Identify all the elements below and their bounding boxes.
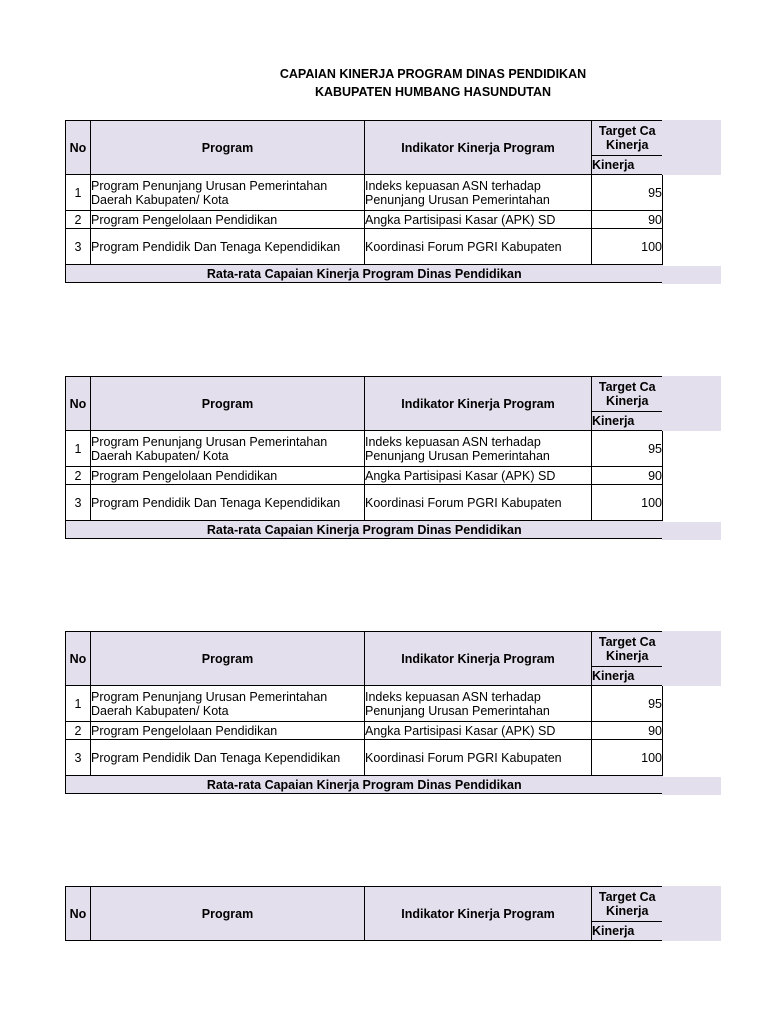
header-kinerja: Kinerja (592, 156, 663, 175)
row-program: Program Pendidik Dan Tenaga Kependidikan (91, 229, 365, 265)
header-indikator: Indikator Kinerja Program (365, 377, 592, 431)
header-indikator: Indikator Kinerja Program (365, 887, 592, 941)
row-target: 90 (592, 211, 663, 229)
row-target: 90 (592, 722, 663, 740)
performance-table-2 (65, 376, 663, 539)
row-program: Program Pengelolaan Pendidikan (91, 211, 365, 229)
header-kinerja: Kinerja (592, 922, 663, 941)
header-kinerja: Kinerja (592, 412, 663, 431)
row-no: 3 (66, 229, 91, 265)
row-program: Program Penunjang Urusan Pemerintahan Daerah Kabupaten/ Kota (91, 686, 365, 722)
page-title: CAPAIAN KINERJA PROGRAM DINAS PENDIDIKAN (279, 67, 587, 81)
row-program: Program Pendidik Dan Tenaga Kependidikan (91, 740, 365, 776)
table (65, 631, 663, 794)
header-program: Program (91, 377, 365, 431)
table (65, 120, 663, 283)
table-row (66, 175, 663, 211)
table (65, 886, 663, 941)
header-target: Target Ca Kinerja (592, 632, 663, 667)
row-indikator: Koordinasi Forum PGRI Kabupaten (365, 740, 592, 776)
row-program: Program Pendidik Dan Tenaga Kependidikan (91, 485, 365, 521)
average-overflow-shade (662, 266, 721, 284)
header-overflow-shade (662, 631, 721, 686)
average-row: Rata-rata Capaian Kinerja Program Dinas Pendidikan (66, 521, 663, 539)
row-program: Program Pengelolaan Pendidikan (91, 467, 365, 485)
performance-table-4 (65, 886, 663, 941)
header-indikator: Indikator Kinerja Program (365, 632, 592, 686)
table-row (66, 211, 663, 229)
row-target: 95 (592, 175, 663, 211)
row-no: 3 (66, 485, 91, 521)
header-target: Target Ca Kinerja (592, 377, 663, 412)
row-indikator: Koordinasi Forum PGRI Kabupaten (365, 485, 592, 521)
header-overflow-shade (662, 376, 721, 431)
row-program: Program Penunjang Urusan Pemerintahan Daerah Kabupaten/ Kota (91, 175, 365, 211)
table-row (66, 467, 663, 485)
table-row (66, 686, 663, 722)
performance-table-1 (65, 120, 663, 283)
row-no: 1 (66, 686, 91, 722)
row-program: Program Penunjang Urusan Pemerintahan Daerah Kabupaten/ Kota (91, 431, 365, 467)
header-indikator: Indikator Kinerja Program (365, 121, 592, 175)
average-overflow-shade (662, 522, 721, 540)
average-overflow-shade (662, 777, 721, 795)
row-target: 90 (592, 467, 663, 485)
row-no: 2 (66, 722, 91, 740)
row-target: 100 (592, 229, 663, 265)
header-target: Target Ca Kinerja (592, 121, 663, 156)
row-no: 2 (66, 211, 91, 229)
row-indikator: Indeks kepuasan ASN terhadap Penunjang Urusan Pemerintahan (365, 686, 592, 722)
table-row (66, 485, 663, 521)
row-target: 95 (592, 686, 663, 722)
header-kinerja: Kinerja (592, 667, 663, 686)
row-indikator: Angka Partisipasi Kasar (APK) SD (365, 467, 592, 485)
table-row (66, 740, 663, 776)
header-overflow-shade (662, 886, 721, 941)
header-no: No (66, 887, 91, 941)
table-row (66, 431, 663, 467)
average-row: Rata-rata Capaian Kinerja Program Dinas Pendidikan (66, 776, 663, 794)
row-program: Program Pengelolaan Pendidikan (91, 722, 365, 740)
row-indikator: Indeks kepuasan ASN terhadap Penunjang Urusan Pemerintahan (365, 175, 592, 211)
row-target: 100 (592, 485, 663, 521)
row-indikator: Koordinasi Forum PGRI Kabupaten (365, 229, 592, 265)
row-indikator: Angka Partisipasi Kasar (APK) SD (365, 211, 592, 229)
row-no: 3 (66, 740, 91, 776)
header-overflow-shade (662, 120, 721, 175)
row-indikator: Angka Partisipasi Kasar (APK) SD (365, 722, 592, 740)
average-row: Rata-rata Capaian Kinerja Program Dinas Pendidikan (66, 265, 663, 283)
header-no: No (66, 632, 91, 686)
row-no: 2 (66, 467, 91, 485)
row-target: 95 (592, 431, 663, 467)
row-indikator: Indeks kepuasan ASN terhadap Penunjang Urusan Pemerintahan (365, 431, 592, 467)
header-target: Target Ca Kinerja (592, 887, 663, 922)
row-target: 100 (592, 740, 663, 776)
header-program: Program (91, 121, 365, 175)
header-no: No (66, 377, 91, 431)
page-subtitle: KABUPATEN HUMBANG HASUNDUTAN (314, 85, 552, 99)
header-program: Program (91, 632, 365, 686)
header-no: No (66, 121, 91, 175)
header-program: Program (91, 887, 365, 941)
table (65, 376, 663, 539)
performance-table-3 (65, 631, 663, 794)
table-row (66, 229, 663, 265)
row-no: 1 (66, 431, 91, 467)
row-no: 1 (66, 175, 91, 211)
table-row (66, 722, 663, 740)
